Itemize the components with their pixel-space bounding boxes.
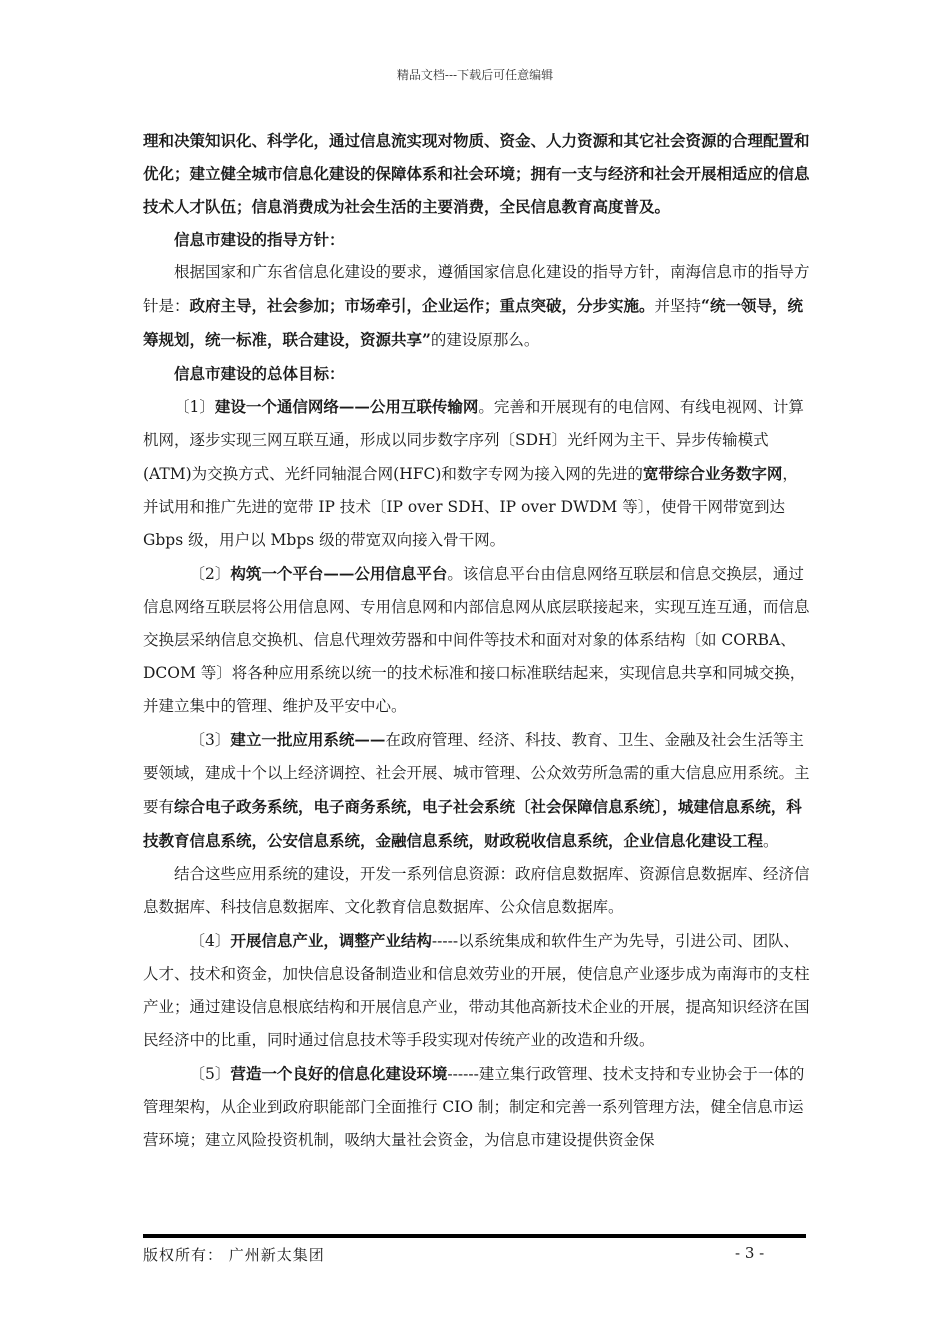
goal-1-title: 建设一个通信网络——公用互联传输网 [214,397,479,416]
goal-4-number: 〔4〕 [189,932,231,950]
footer-rule [143,1234,806,1238]
goal-1-emphasis: 宽带综合业务数字网 [642,464,783,483]
goal-2-number: 〔2〕 [189,565,231,583]
guideline-policy: 政府主导，社会参加；市场牵引，企业运作；重点突破，分步实施。 [189,296,655,315]
guideline-principle: “统一领导，统筹规划，统一标准，联合建设，资源共享” [143,296,803,349]
goal-1-text: 。完善和开展现有的电信网、有线电视网、计算机网，逐步实现三网互联互通，形成以同步数字序列〔SDH〕光纤网为主干、异步传输模式(ATM)为交换方式、光纤同轴混合网(HFC)和数字专网为接入网的先进的 [143,398,804,483]
goal-item-4 [143,924,811,1057]
goal-3-systems: 综合电子政务系统，电子商务系统，电子社会系统〔社会保障信息系统〕，城建信息系统，科技教育信息系统，公安信息系统，金融信息系统，财政税收信息系统，企业信息化建设工程 [143,797,802,850]
paragraph-intro: 理和决策知识化、科学化，通过信息流实现对物质、资金、人力资源和其它社会资源的合理配置和优化；建立健全城市信息化建设的保障体系和社会环境；拥有一支与经济和社会开展相适应的信息技术人才队伍；信息消费成为社会生活的主要消费，全民信息教育高度普及。 [143,131,810,216]
guideline-end: 的建设原那么。 [430,331,540,349]
page-header-watermark: 精品文档---下载后可任意编辑 [396,68,554,82]
goal-3-number: 〔3〕 [189,731,231,749]
footer-page-number: - 3 - [735,1244,765,1262]
goal-5-number: 〔5〕 [189,1065,231,1083]
goal-item-3 [143,723,811,858]
goal-3-text: 在政府管理、经济、科技、教育、卫生、金融及社会生活等主要领域，建成十个以上经济调控、社会开展、城市管理、公众效劳所急需的重大信息应用系统。主要有 [143,731,810,816]
goal-4-text: -----以系统集成和软件生产为先导，引进公司、团队、人才、技术和资金，加快信息设备制造业和信息效劳业的开展，使信息产业逐步成为南海市的支柱产业；通过建设信息根底结构和开展信息产业，带动其他高新技术企业的开展，提高知识经济在国民经济中的比重，同时通过信息技术等手段实现对传统产业的改造和升级。 [143,932,810,1049]
goal-2-text: 。该信息平台由信息网络互联层和信息交换层，通过信息网络互联层将公用信息网、专用信息网和内部信息网从底层联接起来，实现互连互通，而信息交换层采纳信息交换机、信息代理效劳器和中间件等技术和面对对象的体系结构〔如 CORBA、DCOM 等〕将各种应用系统以统一的技术标准和接口标准联结起来，实现信息共享和同城交换，并建立集中的管理、维护及平安中心。 [143,565,810,715]
goal-4-title: 开展信息产业，调整产业结构 [230,931,432,950]
guideline-text: 根据国家和广东省信息化建设的要求，遵循国家信息化建设的指导方针，南海信息市的指导方针是： [143,263,810,315]
goal-item-5 [143,1057,811,1157]
goal-1-text-rest: ，并试用和推广先进的宽带 IP 技术〔IP over SDH、IP over DWDM 等〕，使骨干网带宽到达 Gbps 级，用户以 Mbps 级的带宽双向接入骨干网。 [143,465,798,549]
goal-1-number: 〔1〕 [174,398,215,416]
goal-3-title: 建立一批应用系统—— [230,730,386,749]
document-body [143,124,811,1157]
paragraph-resources: 结合这些应用系统的建设，开发一系列信息资源：政府信息数据库、资源信息数据库、经济信息数据库、科技信息数据库、文化教育信息数据库、公众信息数据库。 [143,865,810,916]
goal-item-2 [143,557,811,723]
goal-item-1 [143,390,811,557]
goal-5-title: 营造一个良好的信息化建设环境 [230,1064,448,1083]
paragraph-guideline [143,256,811,357]
guideline-insist: 并坚持 [654,297,702,315]
heading-guideline: 信息市建设的指导方针： [174,230,345,249]
footer-copyright: 版权所有： 广州新太集团 [143,1246,325,1264]
heading-goal: 信息市建设的总体目标： [174,364,345,383]
goal-5-text: ------建立集行政管理、技术支持和专业协会于一体的管理架构，从企业到政府职能部门全面推行 CIO 制；制定和完善一系列管理方法，健全信息市运营环境；建立风险投资机制，吸纳大量社会资金，为信息市建设提供资金保 [143,1065,805,1149]
goal-3-text-end: 。 [763,832,779,850]
goal-2-title: 构筑一个平台——公用信息平台 [230,564,448,583]
